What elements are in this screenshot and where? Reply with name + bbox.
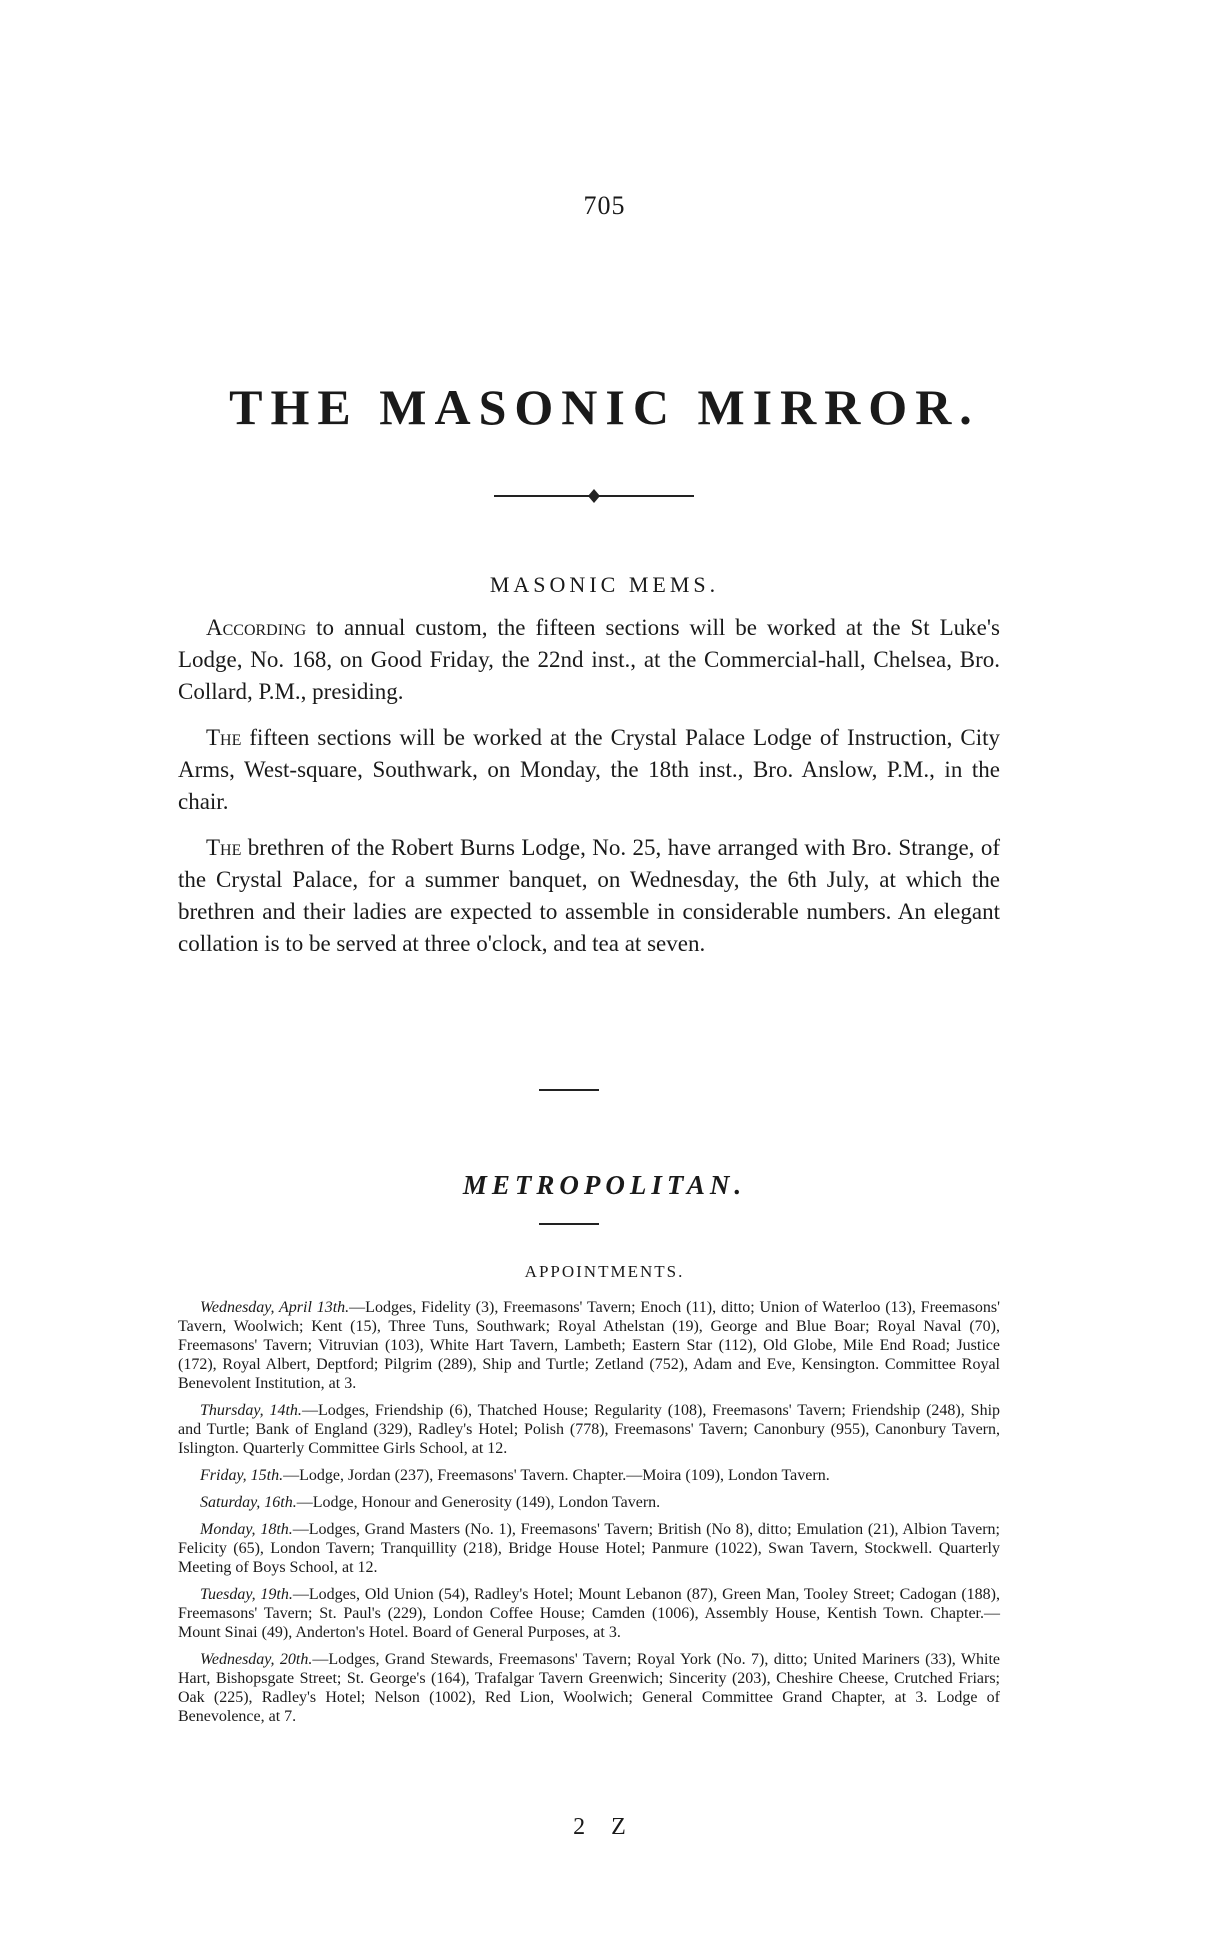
appointment-day: Wednesday, 20th. — [200, 1651, 313, 1668]
appointment-day: Wednesday, April 13th. — [200, 1299, 350, 1316]
appointment-day: Friday, 15th. — [200, 1467, 284, 1484]
appointment-entry — [178, 1585, 1000, 1642]
mem-lead: According — [206, 615, 307, 640]
masthead-title: THE MASONIC MIRROR. — [229, 379, 980, 435]
appointment-text: —Lodges, Old Union (54), Radley's Hotel; Mount Lebanon (87), Green Man, Tooley Street; Cadogan (188), Freemasons' Tavern; St. Paul's (229), London Coffee House; Camden (1006), Assembly House, Kentish Town. Chapter.—Mount Sinai (49), Anderton's Hotel. Board of General Purposes, at 3. — [178, 1586, 1001, 1641]
appointment-text: —Lodge, Honour and Generosity (149), London Tavern. — [296, 1494, 661, 1511]
appointment-entry — [178, 1401, 1000, 1458]
mem-lead: The — [206, 835, 242, 860]
mem-text: to annual custom, the fifteen sections will be worked at the St Luke's Lodge, No. 168, on Good Friday, the 22nd inst., at the Commercial-hall, Chelsea, Bro. Collard, P.M., presiding. — [178, 615, 1000, 704]
mem-paragraph — [178, 612, 1000, 708]
appointment-day: Monday, 18th. — [200, 1521, 293, 1538]
appointment-entry — [178, 1650, 1000, 1726]
appointment-entry — [178, 1520, 1000, 1577]
mems-section — [178, 612, 1000, 960]
mem-text: brethren of the Robert Burns Lodge, No. 25, have arranged with Bro. Strange, of the Crystal Palace, for a summer banquet, on Wednesday, the 6th July, at which the brethren and their ladies are expected to assemble in considerable numbers. An elegant collation is to be served at three o'clock, and tea at seven. — [178, 835, 1000, 956]
mems-heading: MASONIC MEMS. — [489, 572, 720, 597]
page-number: 705 — [583, 191, 626, 220]
appointment-text: —Lodges, Friendship (6), Thatched House; Regularity (108), Freemasons' Tavern; Friendship (248), Ship and Turtle; Bank of England (329), Radley's Hotel; Polish (778), Freemasons' Tavern; Canonbury (955), Canonbury Tavern, Islington. Quarterly Committee Girls School, at 12. — [178, 1402, 1001, 1457]
mem-lead: The — [206, 725, 242, 750]
appointment-day: Thursday, 14th. — [200, 1402, 302, 1419]
signature-mark: 2 Z — [573, 1814, 636, 1840]
mem-paragraph — [178, 832, 1000, 960]
appointment-entry — [178, 1298, 1000, 1393]
appointment-text: —Lodges, Grand Masters (No. 1), Freemasons' Tavern; British (No 8), ditto; Emulation (21), Albion Tavern; Felicity (65), London Tavern; Tranquillity (218), Bridge House Hotel; Panmure (1022), Swan Tavern, Stockwell. Quarterly Meeting of Boys School, at 12. — [178, 1521, 1000, 1576]
ornamental-rule — [494, 488, 694, 504]
mem-paragraph — [178, 722, 1000, 818]
appointment-text: —Lodges, Grand Stewards, Freemasons' Tavern; Royal York (No. 7), ditto; United Mariners (33), White Hart, Bishopsgate Street; St. George's (164), Trafalgar Tavern Greenwich; Sincerity (203), Cheshire Cheese, Crutched Friars; Oak (225), Radley's Hotel; Nelson (1002), Red Lion, Woolwich; General Committee Grand Chapter, at 3. Lodge of Benevolence, at 7. — [178, 1651, 1001, 1725]
mem-text: fifteen sections will be worked at the Crystal Palace Lodge of Instruction, City Arms, West-square, Southwark, on Monday, the 18th inst., Bro. Anslow, P.M., in the chair. — [178, 725, 1000, 814]
section-divider — [539, 1089, 599, 1091]
appointments-heading: APPOINTMENTS. — [524, 1262, 685, 1281]
appointment-text: —Lodge, Jordan (237), Freemasons' Tavern. Chapter.—Moira (109), London Tavern. — [283, 1467, 830, 1484]
section-divider — [539, 1223, 599, 1225]
appointment-entry — [178, 1493, 1000, 1512]
appointment-day: Saturday, 16th. — [200, 1494, 297, 1511]
appointment-entry — [178, 1466, 1000, 1485]
metropolitan-heading: METROPOLITAN. — [462, 1170, 747, 1200]
appointments-list — [178, 1298, 1000, 1734]
appointment-day: Tuesday, 19th. — [200, 1586, 293, 1603]
appointment-text: —Lodges, Fidelity (3), Freemasons' Tavern; Enoch (11), ditto; Union of Waterloo (13), Freemasons' Tavern, Woolwich; Kent (15), Three Tuns, Southwark; Royal Athelstan (19), George and Blue Boar; Royal Naval (70), Freemasons' Tavern; Vitruvian (103), White Hart Tavern, Lambeth; Eastern Star (112), Old Globe, Mile End Road; Justice (172), Royal Albert, Deptford; Pilgrim (289), Ship and Turtle; Zetland (752), Adam and Eve, Kensington. Committee Royal Benevolent Institution, at 3. — [178, 1299, 1000, 1392]
